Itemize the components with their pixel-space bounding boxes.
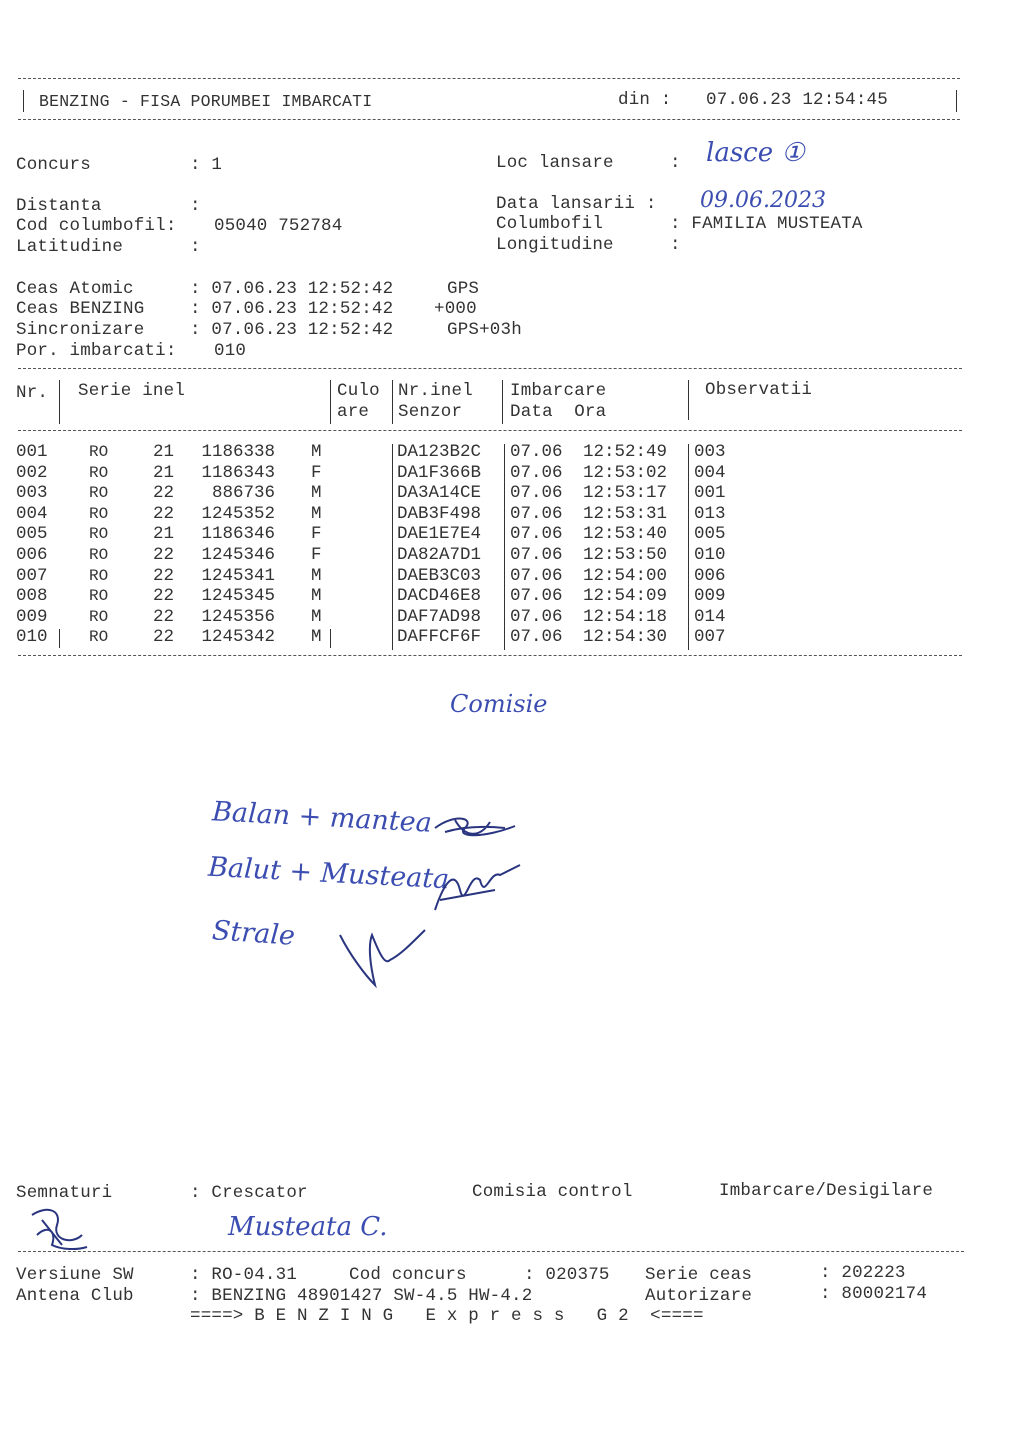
body-col-divider	[59, 629, 60, 648]
row-cell-cc: RO	[89, 587, 109, 606]
loc-lansare-sep: :	[670, 153, 681, 173]
signature-stamp	[22, 1205, 92, 1255]
body-col-divider	[392, 444, 393, 650]
table-row	[0, 504, 1000, 525]
handwritten-line-3: Strale	[211, 915, 296, 952]
sincronizare-value: : 07.06.23 12:52:42	[190, 320, 394, 340]
table-row	[0, 483, 1000, 504]
row-cell-cc: RO	[89, 443, 109, 461]
row-cell-data: 07.06	[510, 503, 563, 524]
columbofil-label: Columbofil	[496, 214, 604, 234]
table-bottom-rule	[18, 655, 962, 656]
row-cell-senzor: DA3A14CE	[397, 483, 482, 504]
row-cell-data: 07.06	[510, 586, 563, 607]
row-cell-senzor: DA82A7D1	[397, 545, 482, 565]
row-cell-yy: 22	[153, 627, 175, 648]
por-imbarcati-value: 010	[214, 341, 247, 361]
row-cell-sex: M	[311, 442, 322, 462]
col-divider	[59, 380, 60, 424]
row-cell-data: 07.06	[510, 524, 563, 545]
table-row	[0, 586, 1000, 607]
row-cell-obs: 001	[694, 483, 726, 504]
row-cell-data: 07.06	[510, 606, 563, 627]
row-cell-obs: 013	[694, 503, 726, 524]
col-header-serie: Serie inel	[78, 381, 186, 401]
row-cell-data: 07.06	[510, 627, 563, 648]
table-row	[0, 463, 1000, 484]
row-cell-ring: 1186346	[201, 524, 275, 545]
row-cell-cc: RO	[89, 566, 109, 585]
row-cell-senzor: DAFFCF6F	[397, 627, 482, 648]
row-cell-ring: 1245345	[201, 586, 275, 607]
row-cell-nr: 008	[16, 586, 48, 607]
document-title: BENZING - FISA PORUMBEI IMBARCATI	[39, 92, 373, 111]
row-cell-cc: RO	[89, 484, 109, 503]
row-cell-ring: 1245356	[201, 606, 275, 627]
latitudine-label: Latitudine	[16, 237, 124, 257]
row-cell-ora: 12:52:49	[583, 442, 668, 462]
table-row	[0, 545, 1000, 566]
data-lansarii-label: Data lansarii :	[496, 194, 657, 214]
versiune-sw-label: Versiune SW	[16, 1265, 134, 1285]
row-cell-yy: 21	[153, 462, 175, 483]
body-col-divider	[504, 444, 505, 650]
row-cell-nr: 002	[16, 462, 48, 483]
col-header-observatii: Observatii	[705, 380, 813, 400]
sincronizare-extra: GPS+03h	[447, 320, 522, 340]
signature-1	[425, 808, 525, 848]
row-cell-ring: 886736	[211, 483, 275, 504]
row-cell-cc: RO	[89, 525, 109, 544]
row-cell-nr: 007	[16, 565, 48, 586]
col-divider	[392, 380, 393, 424]
row-cell-sex: F	[311, 545, 322, 565]
row-cell-sex: M	[311, 586, 322, 607]
versiune-sw-value: : RO-04.31	[190, 1265, 298, 1285]
col-divider	[330, 380, 331, 424]
col-header-nrinel: Nr.inel	[398, 381, 473, 401]
row-cell-obs: 004	[694, 462, 726, 483]
row-cell-obs: 003	[694, 442, 726, 462]
row-cell-data: 07.06	[510, 462, 563, 483]
row-cell-senzor: DAF7AD98	[397, 606, 482, 627]
table-row	[0, 566, 1000, 587]
cod-columbofil-value: 05040 752784	[214, 216, 343, 236]
row-cell-cc: RO	[89, 546, 109, 564]
row-cell-nr: 006	[16, 545, 48, 565]
row-cell-nr: 009	[16, 606, 48, 627]
row-cell-ring: 1245341	[201, 565, 275, 586]
row-cell-ora: 12:54:18	[583, 606, 668, 627]
semnaturi-label: Semnaturi	[16, 1183, 113, 1203]
col-header-nr: Nr.	[16, 383, 49, 403]
row-cell-obs: 007	[694, 627, 726, 648]
signature-2	[425, 860, 525, 920]
row-cell-ring: 1245342	[201, 627, 275, 648]
row-cell-ring: 1245352	[201, 503, 275, 524]
cod-concurs-label: Cod concurs	[349, 1265, 467, 1285]
antena-club-value: : BENZING 48901427 SW-4.5 HW-4.2	[190, 1286, 533, 1306]
concurs-value: : 1	[190, 155, 223, 175]
row-cell-yy: 21	[153, 442, 175, 462]
row-cell-yy: 21	[153, 524, 175, 545]
autorizare-value: : 80002174	[820, 1284, 928, 1304]
serie-ceas-value: : 202223	[820, 1263, 906, 1283]
cod-concurs-value: : 020375	[524, 1265, 610, 1285]
din-timestamp: 07.06.23 12:54:45	[706, 90, 888, 110]
ceas-benzing-extra: +000	[434, 299, 477, 319]
row-cell-data: 07.06	[510, 442, 563, 462]
row-cell-cc: RO	[89, 607, 109, 626]
table-row	[0, 442, 1000, 463]
crescator-label: : Crescator	[190, 1183, 308, 1203]
row-cell-senzor: DAE1E7E4	[397, 524, 482, 545]
row-cell-senzor: DA123B2C	[397, 442, 482, 462]
header-left-bar	[23, 90, 24, 112]
row-cell-senzor: DAEB3C03	[397, 565, 482, 586]
row-cell-yy: 22	[153, 545, 175, 565]
row-cell-cc: RO	[89, 504, 109, 523]
row-cell-data: 07.06	[510, 565, 563, 586]
row-cell-obs: 005	[694, 524, 726, 545]
row-cell-ora: 12:53:02	[583, 462, 668, 483]
serie-ceas-label: Serie ceas	[645, 1265, 753, 1285]
row-cell-ora: 12:53:50	[583, 545, 668, 565]
ceas-benzing-label: Ceas BENZING	[16, 299, 145, 319]
crescator-signature: Musteata C.	[228, 1212, 388, 1242]
row-cell-ring: 1186338	[201, 442, 275, 462]
header-bottom-rule	[18, 119, 960, 120]
ceas-atomic-value: : 07.06.23 12:52:42	[190, 279, 394, 299]
row-cell-sex: F	[311, 462, 322, 483]
distanta-value: :	[190, 196, 201, 216]
row-cell-sex: M	[311, 565, 322, 586]
row-cell-sex: F	[311, 524, 322, 545]
row-cell-obs: 006	[694, 565, 726, 586]
col-header-imbarcare: Imbarcare	[510, 381, 607, 401]
data-lansarii-handwritten: 09.06.2023	[700, 188, 826, 213]
row-cell-yy: 22	[153, 483, 175, 504]
loc-lansare-handwritten: lasce ①	[706, 138, 805, 168]
comisia-control-label: Comisia control	[472, 1182, 633, 1202]
row-cell-cc: RO	[89, 628, 109, 647]
col-divider	[688, 380, 689, 420]
row-cell-ora: 12:54:00	[583, 565, 668, 586]
col-header-culoare: Culo	[337, 381, 380, 401]
row-cell-data: 07.06	[510, 545, 563, 565]
table-header-rule	[18, 430, 962, 431]
concurs-label: Concurs	[16, 155, 91, 175]
handwritten-line-1: Balan + mantea	[211, 796, 433, 839]
row-cell-sex: M	[311, 483, 322, 504]
ceas-atomic-extra: GPS	[447, 279, 480, 299]
ceas-atomic-label: Ceas Atomic	[16, 279, 134, 299]
row-cell-yy: 22	[153, 565, 175, 586]
latitudine-value: :	[190, 237, 201, 257]
col-header-data-ora: Data Ora	[510, 402, 607, 422]
row-cell-ring: 1245346	[201, 545, 275, 565]
longitudine-value: :	[670, 235, 681, 255]
header-top-rule	[18, 78, 960, 79]
antena-club-label: Antena Club	[16, 1286, 134, 1306]
ceas-benzing-value: : 07.06.23 12:52:42	[190, 299, 394, 319]
row-cell-ora: 12:53:31	[583, 503, 668, 524]
row-cell-ora: 12:53:17	[583, 483, 668, 504]
row-cell-obs: 010	[694, 545, 726, 565]
row-cell-obs: 009	[694, 586, 726, 607]
row-cell-senzor: DACD46E8	[397, 586, 482, 607]
body-col-divider	[688, 444, 689, 650]
handwritten-line-2: Balut + Musteata	[207, 851, 451, 896]
comisie-handwritten: Comisie	[450, 690, 548, 718]
longitudine-label: Longitudine	[496, 235, 614, 255]
col-divider	[502, 380, 503, 424]
row-cell-nr: 010	[16, 627, 48, 648]
row-cell-yy: 22	[153, 586, 175, 607]
row-cell-cc: RO	[89, 463, 109, 482]
row-cell-ora: 12:54:09	[583, 586, 668, 607]
row-cell-senzor: DA1F366B	[397, 462, 482, 483]
row-cell-nr: 005	[16, 524, 48, 545]
row-cell-sex: M	[311, 606, 322, 627]
row-cell-sex: M	[311, 627, 322, 648]
row-cell-nr: 004	[16, 503, 48, 524]
columbofil-value: : FAMILIA MUSTEATA	[670, 214, 863, 234]
row-cell-data: 07.06	[510, 483, 563, 504]
col-header-senzor: Senzor	[398, 402, 463, 422]
row-cell-yy: 22	[153, 606, 175, 627]
autorizare-label: Autorizare	[645, 1286, 753, 1306]
din-label: din :	[618, 90, 672, 110]
sincronizare-label: Sincronizare	[16, 320, 145, 340]
row-cell-senzor: DAB3F498	[397, 503, 482, 524]
loc-lansare-label: Loc lansare	[496, 153, 614, 173]
footer-rule	[18, 1251, 964, 1252]
table-row	[0, 607, 1000, 628]
row-cell-sex: M	[311, 503, 322, 524]
row-cell-ora: 12:54:30	[583, 627, 668, 648]
col-header-culoare-2: are	[337, 402, 370, 422]
cod-columbofil-label: Cod columbofil:	[16, 216, 177, 236]
row-cell-obs: 014	[694, 606, 726, 627]
row-cell-nr: 001	[16, 442, 48, 462]
brand-line: ====> B E N Z I N G E x p r e s s G 2 <====	[190, 1306, 704, 1326]
table-top-rule	[18, 368, 962, 369]
row-cell-yy: 22	[153, 503, 175, 524]
table-row	[0, 524, 1000, 545]
body-col-divider	[330, 629, 331, 648]
table-row	[0, 627, 1000, 648]
por-imbarcati-label: Por. imbarcati:	[16, 341, 177, 361]
signature-3	[330, 915, 440, 995]
distanta-label: Distanta	[16, 196, 102, 216]
row-cell-ora: 12:53:40	[583, 524, 668, 545]
row-cell-nr: 003	[16, 483, 48, 504]
header-right-bar	[956, 90, 957, 112]
imbarcare-desigilare-label: Imbarcare/Desigilare	[719, 1181, 934, 1201]
row-cell-ring: 1186343	[201, 462, 275, 483]
